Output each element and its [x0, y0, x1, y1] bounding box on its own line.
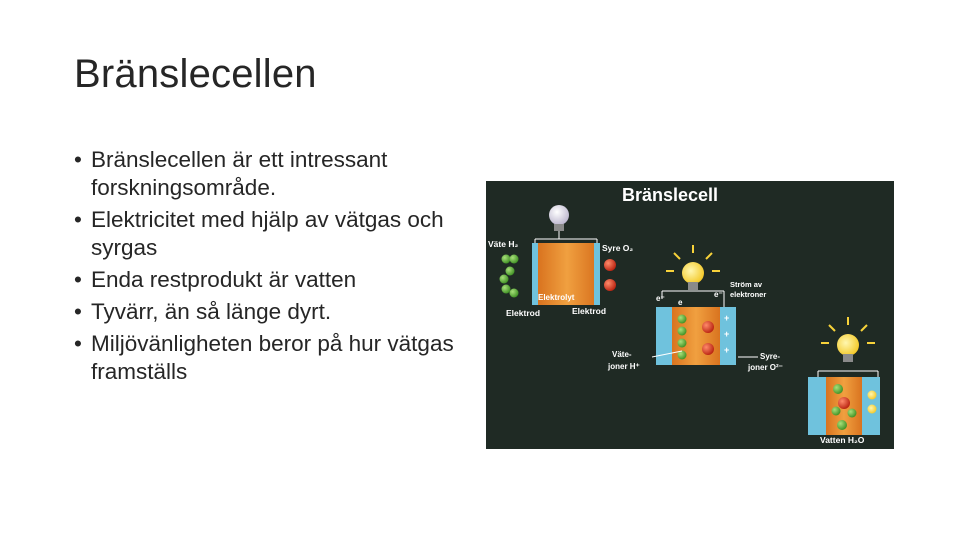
plus-signs [724, 313, 729, 355]
bullet-text: Tyvärr, än så länge dyrt. [91, 299, 332, 324]
slide-title: Bränslecellen [74, 52, 317, 96]
electrode-left [808, 377, 826, 435]
bullet-marker: • [74, 331, 82, 356]
electron-label: e⁻ [714, 290, 723, 299]
bullet-text: Miljövänligheten beror på hur vätgas framställs [91, 331, 454, 384]
svg-text:+: + [724, 313, 730, 323]
bullet-list [74, 146, 474, 390]
electrode-right-label: Elektrod [572, 306, 607, 316]
bullet-item [74, 266, 474, 294]
bullet-item [74, 330, 474, 386]
bullet-marker: • [74, 267, 82, 292]
bullet-text: Bränslecellen är ett intressant forskningsområde. [91, 147, 388, 200]
bullet-item [74, 206, 474, 262]
electrode-right [594, 243, 600, 305]
oxygen-ions-label-line1: Syre- [760, 352, 781, 361]
fuel-cell-svg [486, 181, 894, 449]
figure-title: Bränslecell [622, 185, 719, 205]
water-label: Vatten H₂O [820, 435, 865, 445]
electrode-left-label: Elektrod [506, 308, 541, 318]
electron-label: e [678, 298, 683, 307]
svg-text:+: + [724, 345, 730, 355]
oxygen-label: Syre O₂ [602, 243, 634, 253]
oxygen-ions-label-line2: joner O²⁻ [748, 363, 783, 372]
electron-label: e⁻ [656, 294, 665, 303]
bullet-text: Elektricitet med hjälp av vätgas och syrgas [91, 207, 444, 260]
current-label-line1: Ström av [730, 280, 763, 289]
fuel-cell-illustration [486, 181, 894, 449]
electrode-left [656, 307, 672, 365]
current-label-line2: elektroner [730, 290, 767, 299]
hydrogen-ions-label-line1: Väte- [612, 350, 632, 359]
svg-text:+: + [724, 329, 730, 339]
hydrogen-label: Väte H₂ [488, 239, 519, 249]
bullet-marker: • [74, 207, 82, 232]
bullet-marker: • [74, 147, 82, 172]
electrolyte-label: Elektrolyt [538, 293, 575, 302]
bullet-text: Enda restprodukt är vatten [91, 267, 357, 292]
bullet-marker: • [74, 299, 82, 324]
bullet-item [74, 298, 474, 326]
bullet-item [74, 146, 474, 202]
hydrogen-ions-label-line2: joner H⁺ [608, 362, 640, 371]
